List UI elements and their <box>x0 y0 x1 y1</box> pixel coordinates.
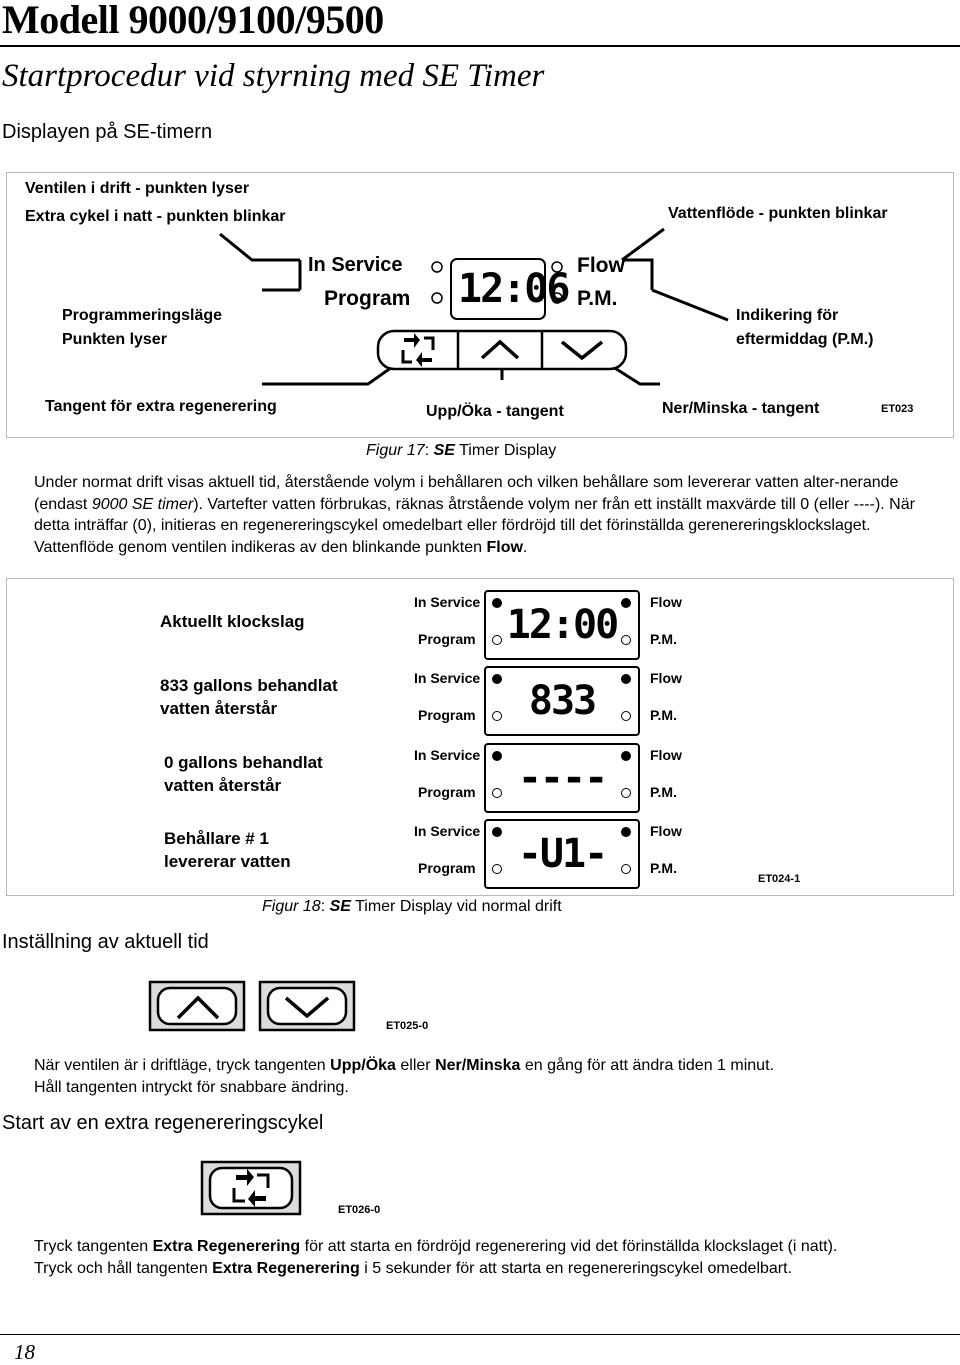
row-pm-dot <box>621 635 631 645</box>
row-flow-dot <box>621 598 631 608</box>
row-pm-label: P.M. <box>650 707 677 723</box>
row-program-dot <box>492 711 502 721</box>
row-flow-label: Flow <box>650 594 682 610</box>
figure-18-frame <box>6 578 954 896</box>
row-in-service-label: In Service <box>414 594 481 610</box>
body-paragraph-time: När ventilen är i driftläge, tryck tangenten Upp/Öka eller Ner/Minska en gång för att ändra tiden 1 minut. Håll tangenten intryckt för snabbare ändring. <box>34 1057 774 1096</box>
indicator-in-service-dot <box>432 262 442 272</box>
leader-extra-cycle <box>220 234 300 260</box>
row-flow-dot <box>621 674 631 684</box>
label-down-key: Ner/Minska - tangent <box>662 400 820 417</box>
row-pm-dot <box>621 864 631 874</box>
row-in-service-dot <box>492 674 502 684</box>
indicator-program-dot <box>432 293 442 303</box>
row-in-service-dot <box>492 827 502 837</box>
body-paragraph-regen: Tryck tangenten Extra Regenerering för att starta en fördröjd regenerering vid det förinställda klockslaget (i natt). Tryck och håll tangenten Extra Regenerering i 5 sekunder för att starta en regenereringscykel omedelbart. <box>34 1238 838 1277</box>
figure-18-caption: Figur 18: SE Timer Display vid normal drift <box>262 898 562 915</box>
row-label-line1: 833 gallons behandlat <box>160 676 338 695</box>
section-heading-time: Inställning av aktuell tid <box>2 931 209 953</box>
row-pm-label: P.M. <box>650 631 677 647</box>
row-flow-label: Flow <box>650 670 682 686</box>
row-program-label: Program <box>418 860 476 876</box>
label-up-key: Upp/Öka - tangent <box>426 403 564 420</box>
callout-extra-cycle: Extra cykel i natt - punkten blinkar <box>25 208 286 225</box>
row-label-line2: levererar vatten <box>164 852 291 871</box>
regen-key-drawing <box>200 1160 302 1216</box>
row-lcd-value: ---- <box>517 755 607 801</box>
row-flow-label: Flow <box>650 747 682 763</box>
row-in-service-dot <box>492 751 502 761</box>
row-label-line2: vatten återstår <box>160 699 278 718</box>
display-pm-label: P.M. <box>577 287 618 310</box>
row-label-line1: Behållare # 1 <box>164 829 269 848</box>
row-in-service-label: In Service <box>414 670 481 686</box>
callout-pm-line1: Indikering för <box>736 307 839 324</box>
row-program-dot <box>492 864 502 874</box>
row-lcd <box>484 590 640 660</box>
leader-bracket-right <box>622 260 652 290</box>
body-paragraph-1: Under normat drift visas aktuell tid, återstående volym i behållaren och vilken behållare som levererar vatten alter-nerande (endast 9000 SE timer). Vartefter vatten förbrukas, räknas åtrstående volym ner från ett inställt maxvärde till 0 (eller ----). När detta inträffar (0), initieras en regenereringscykel omedelbart eller fördröjd till det förinställda gerenereringsklockslaget. Vattenflöde genom ventilen indikeras av den blinkande punkten Flow. <box>34 474 915 556</box>
row-flow-dot <box>621 827 631 837</box>
callout-program-line1: Programmeringsläge <box>62 307 223 324</box>
row-flow-dot <box>621 751 631 761</box>
figure-regen-code: ET026-0 <box>338 1204 381 1216</box>
row-in-service-label: In Service <box>414 747 481 763</box>
section-heading-regen: Start av en extra regenereringscykel <box>2 1112 324 1134</box>
row-label-line2: vatten återstår <box>164 776 282 795</box>
row-in-service-label: In Service <box>414 823 481 839</box>
footer-divider <box>0 1334 960 1335</box>
page-title: Modell 9000/9100/9500 <box>2 0 384 42</box>
row-pm-label: P.M. <box>650 860 677 876</box>
row-lcd <box>484 819 640 889</box>
figure-18-code: ET024-1 <box>758 873 801 885</box>
page-subtitle: Startprocedur vid styrning med SE Timer <box>2 58 545 94</box>
label-regen-key: Tangent för extra regenerering <box>45 398 277 415</box>
figure-17-caption: Figur 17: SE Timer Display <box>366 442 557 459</box>
display-flow-label: Flow <box>577 254 625 277</box>
leader-regen-key <box>262 365 395 384</box>
row-lcd <box>484 743 640 813</box>
row-program-dot <box>492 788 502 798</box>
callout-pm-line2: eftermiddag (P.M.) <box>736 331 874 348</box>
display-program-label: Program <box>324 287 411 310</box>
callout-flow: Vattenflöde - punkten blinkar <box>668 205 888 222</box>
page-number: 18 <box>14 1340 35 1364</box>
row-label-line1: Aktuellt klockslag <box>160 612 305 631</box>
leader-flow <box>622 229 664 260</box>
row-label-line1: 0 gallons behandlat <box>164 753 323 772</box>
row-lcd <box>484 666 640 736</box>
time-lcd-value: 12:06 <box>458 266 569 312</box>
row-pm-dot <box>621 788 631 798</box>
leader-pm <box>652 290 728 320</box>
row-program-label: Program <box>418 784 476 800</box>
row-lcd-value: 12:00 <box>506 602 618 648</box>
callout-in-service: Ventilen i drift - punkten lyser <box>25 180 250 197</box>
callout-program-line2: Punkten lyser <box>62 331 167 348</box>
figure-17-code: ET023 <box>881 403 914 415</box>
time-lcd <box>450 258 569 320</box>
row-program-label: Program <box>418 631 476 647</box>
up-down-keys-drawing <box>148 980 358 1032</box>
row-lcd-value: -U1- <box>517 831 607 877</box>
row-program-label: Program <box>418 707 476 723</box>
row-lcd-value: 833 <box>528 678 596 724</box>
figure-time-code: ET025-0 <box>386 1020 429 1032</box>
section-heading-display: Displayen på SE-timern <box>2 121 213 143</box>
display-in-service-label: In Service <box>308 254 403 276</box>
row-pm-label: P.M. <box>650 784 677 800</box>
row-pm-dot <box>621 711 631 721</box>
row-program-dot <box>492 635 502 645</box>
row-flow-label: Flow <box>650 823 682 839</box>
title-divider <box>0 45 960 47</box>
row-in-service-dot <box>492 598 502 608</box>
